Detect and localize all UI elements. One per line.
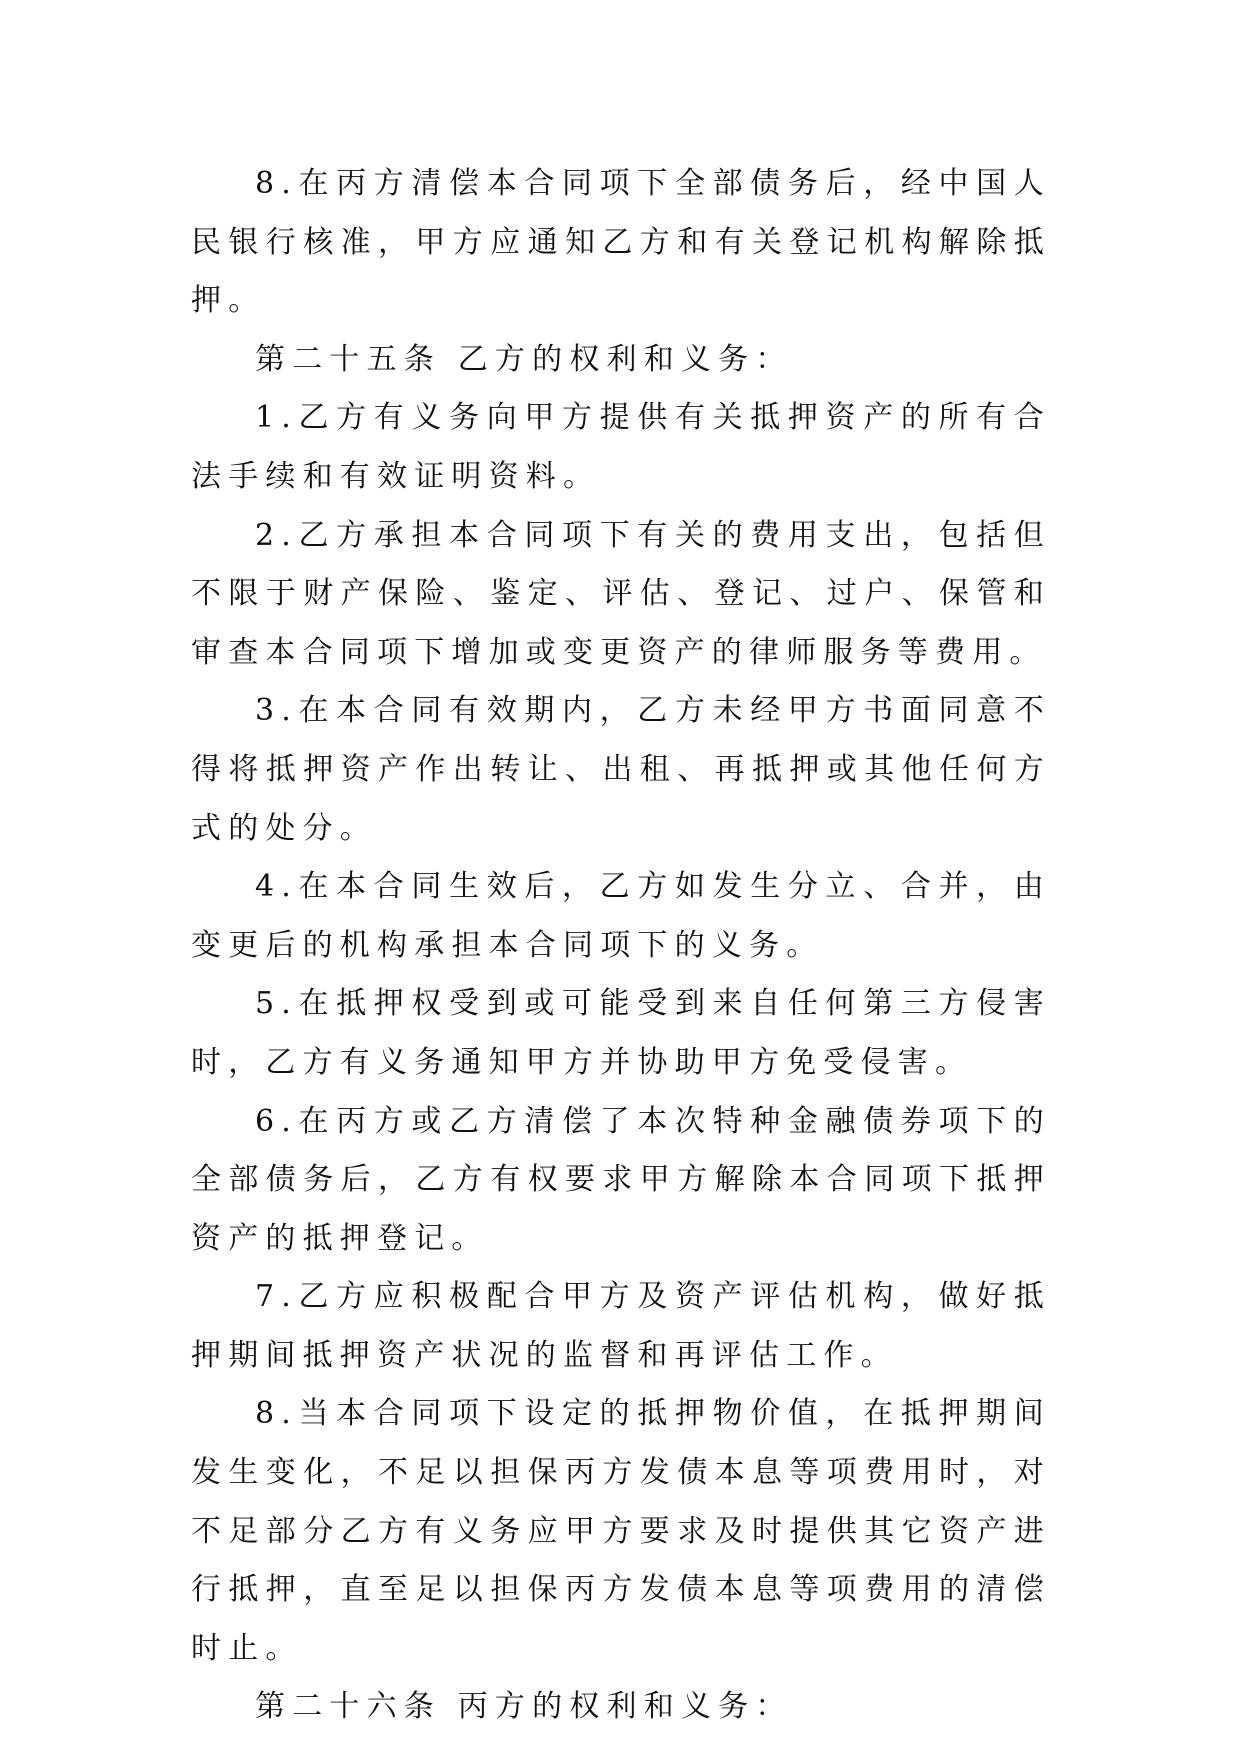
paragraph-clause-4: 4.在本合同生效后，乙方如发生分立、合并，由变更后的机构承担本合同项下的义务。 [191,869,1051,963]
paragraph-clause-2: 2.乙方承担本合同项下有关的费用支出，包括但不限于财产保险、鉴定、评估、登记、过户、保管和审查本合同项下增加或变更资产的律师服务等费用。 [191,517,1051,670]
paragraph-clause-6: 6.在丙方或乙方清偿了本次特种金融债券项下的全部债务后，乙方有权要求甲方解除本合同项下抵押资产的抵押登记。 [191,1103,1051,1256]
paragraph-clause-7: 7.乙方应积极配合甲方及资产评估机构，做好抵押期间抵押资产状况的监督和再评估工作。 [191,1279,1051,1373]
paragraph-clause-3: 3.在本合同有效期内，乙方未经甲方书面同意不得将抵押资产作出转让、出租、再抵押或其他任何方式的处分。 [191,693,1051,846]
paragraph-clause-1: 1.乙方有义务向甲方提供有关抵押资产的所有合法手续和有效证明资料。 [191,400,1051,494]
paragraph-clause-8-party-b: 8.当本合同项下设定的抵押物价值，在抵押期间发生变化，不足以担保丙方发债本息等项费用时，对不足部分乙方有义务应甲方要求及时提供其它资产进行抵押，直至足以担保丙方发债本息等项费用的清偿时止。 [191,1396,1051,1666]
paragraph-clause-5: 5.在抵押权受到或可能受到来自任何第三方侵害时，乙方有义务通知甲方并协助甲方免受侵害。 [191,986,1051,1080]
paragraph-clause-8-party-a: 8.在丙方清偿本合同项下全部债务后，经中国人民银行核准，甲方应通知乙方和有关登记机构解除抵押。 [191,166,1051,319]
document-body [191,155,1051,1737]
article-25-heading: 第二十五条 乙方的权利和义务： [255,341,793,377]
article-26-heading: 第二十六条 丙方的权利和义务： [255,1689,793,1725]
